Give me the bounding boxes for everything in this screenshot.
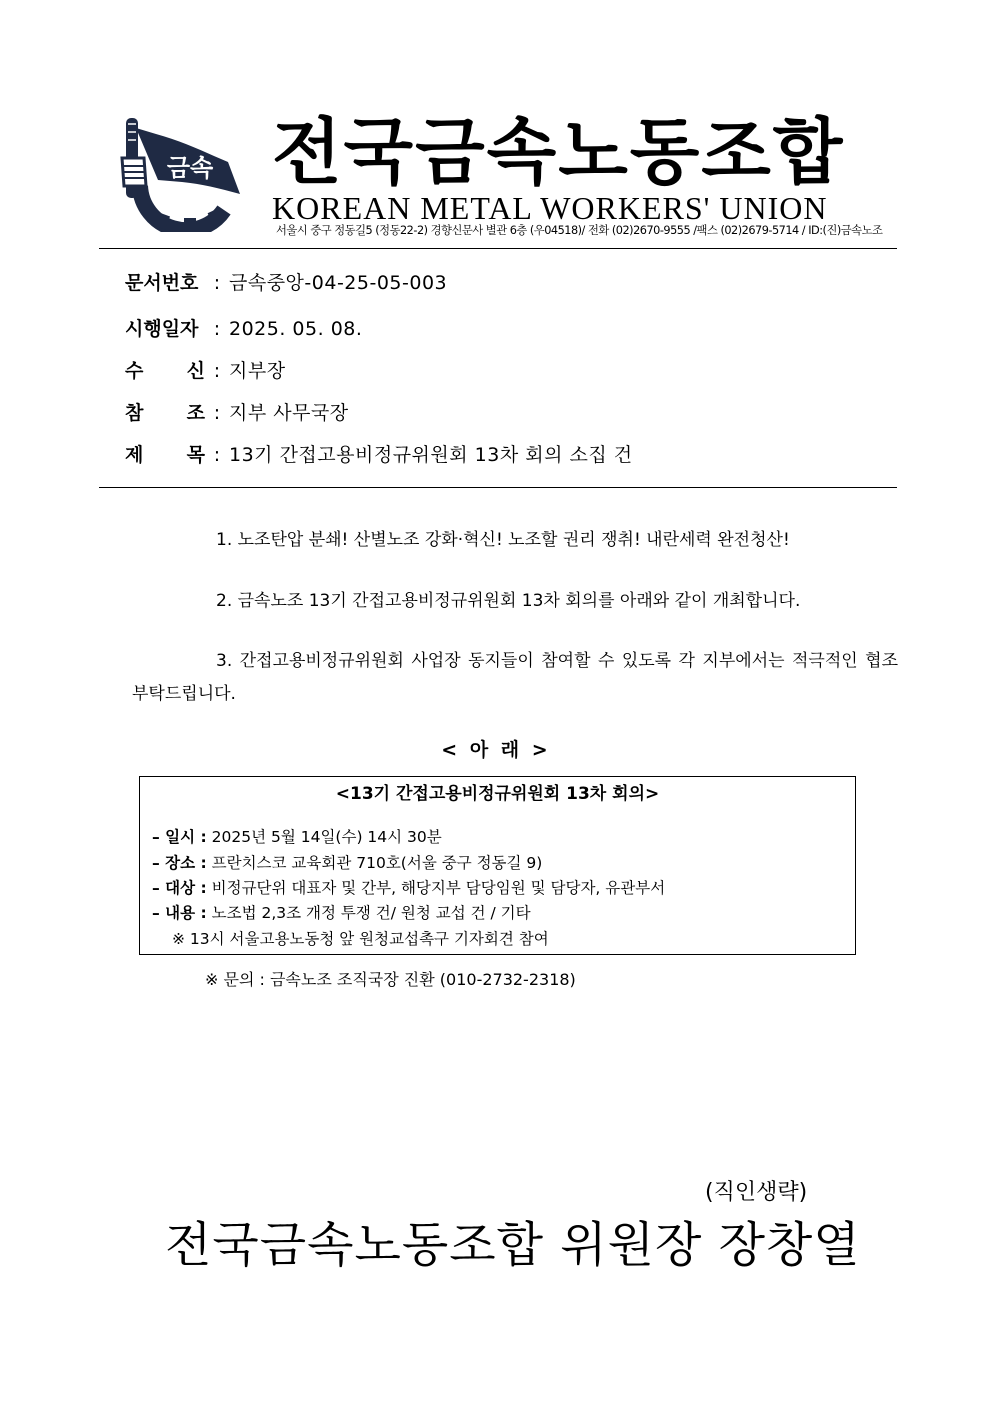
logo-text: 금속	[166, 154, 214, 182]
field-recipient	[125, 358, 286, 384]
field-issue-date	[125, 316, 362, 342]
meeting-item-label: – 내용 :	[152, 904, 207, 922]
field-label	[125, 358, 205, 384]
field-value: 지부 사무국장	[229, 402, 349, 424]
field-colon: :	[213, 318, 221, 340]
seal-omitted-note: (직인생략)	[705, 1180, 808, 1205]
field-value: 금속중앙-04-25-05-003	[229, 272, 448, 294]
meeting-item-datetime	[152, 826, 442, 848]
field-label-part: 목	[186, 444, 205, 466]
paragraph-2: 2. 금속노조 13기 간접고용비정규위원회 13차 회의를 아래와 같이 개최합니다.	[216, 591, 801, 611]
field-value: 13기 간접고용비정규위원회 13차 회의 소집 건	[229, 444, 633, 466]
field-colon: :	[213, 402, 221, 424]
header-divider	[99, 248, 897, 249]
meeting-item-attendees	[152, 877, 665, 899]
meeting-item-label: – 일시 :	[152, 828, 207, 846]
meeting-title: <13기 간접고용비정규위원회 13차 회의>	[335, 784, 660, 804]
meeting-item-place	[152, 852, 542, 874]
inquiry-contact: ※ 문의 : 금속노조 조직국장 진환 (010-2732-2318)	[205, 970, 576, 989]
meeting-item-value: 2025년 5월 14일(수) 14시 30분	[211, 828, 442, 846]
field-label-part: 신	[186, 360, 205, 382]
meeting-item-value: 노조법 2,3조 개정 투쟁 건/ 원청 교섭 건 / 기타	[211, 904, 531, 922]
field-colon: :	[213, 444, 221, 466]
section-heading-below: < 아 래 >	[441, 739, 551, 761]
paragraph-3: 3. 간접고용비정규위원회 사업장 동지들이 참여할 수 있도록 각 지부에서는 적극적인 협조 부탁드립니다.	[132, 651, 898, 704]
field-label-part: 수	[125, 360, 144, 382]
signer-name: 전국금속노동조합 위원장 장창열	[165, 1217, 861, 1273]
field-label	[125, 442, 205, 468]
meeting-item-label: – 장소 :	[152, 854, 207, 872]
meeting-item-value: 비정규단위 대표자 및 간부, 해당지부 담당임원 및 담당자, 유관부서	[211, 879, 666, 897]
meeting-item-label: – 대상 :	[152, 879, 207, 897]
union-address: 서울시 중구 정동길5 (정동22-2) 경향신문사 별관 6층 (우04518)/ 전화 (02)2670-9555 /팩스 (02)2679-5714 / ID:(진)금속노조	[276, 224, 883, 237]
field-label-part: 제	[125, 444, 144, 466]
fields-divider	[99, 487, 897, 488]
field-subject	[125, 442, 633, 468]
union-flag-fist-gear-icon	[118, 114, 246, 232]
field-reference	[125, 400, 349, 426]
field-value: 지부장	[229, 360, 286, 382]
meeting-item-value: 프란치스코 교육회관 710호(서울 중구 정동길 9)	[211, 854, 543, 872]
union-logo	[118, 114, 246, 232]
field-colon: :	[213, 272, 221, 294]
field-label: 시행일자	[125, 318, 199, 340]
field-label-part: 참	[125, 402, 144, 424]
field-colon: :	[213, 360, 221, 382]
meeting-item-agenda	[152, 902, 531, 924]
union-name-english: KOREAN METAL WORKERS' UNION	[272, 190, 828, 226]
meeting-note: ※ 13시 서울고용노동청 앞 원청교섭촉구 기자회견 참여	[172, 930, 549, 948]
paragraph-1: 1. 노조탄압 분쇄! 산별노조 강화·혁신! 노조할 권리 쟁취! 내란세력 완전청산!	[216, 530, 790, 550]
union-name-korean: 전국금속노동조합	[272, 110, 845, 194]
meeting-info-box	[139, 776, 856, 955]
field-label	[125, 400, 205, 426]
field-value: 2025. 05. 08.	[229, 318, 363, 340]
field-label: 문서번호	[125, 272, 199, 294]
field-doc-number	[125, 270, 447, 296]
field-label-part: 조	[186, 402, 205, 424]
